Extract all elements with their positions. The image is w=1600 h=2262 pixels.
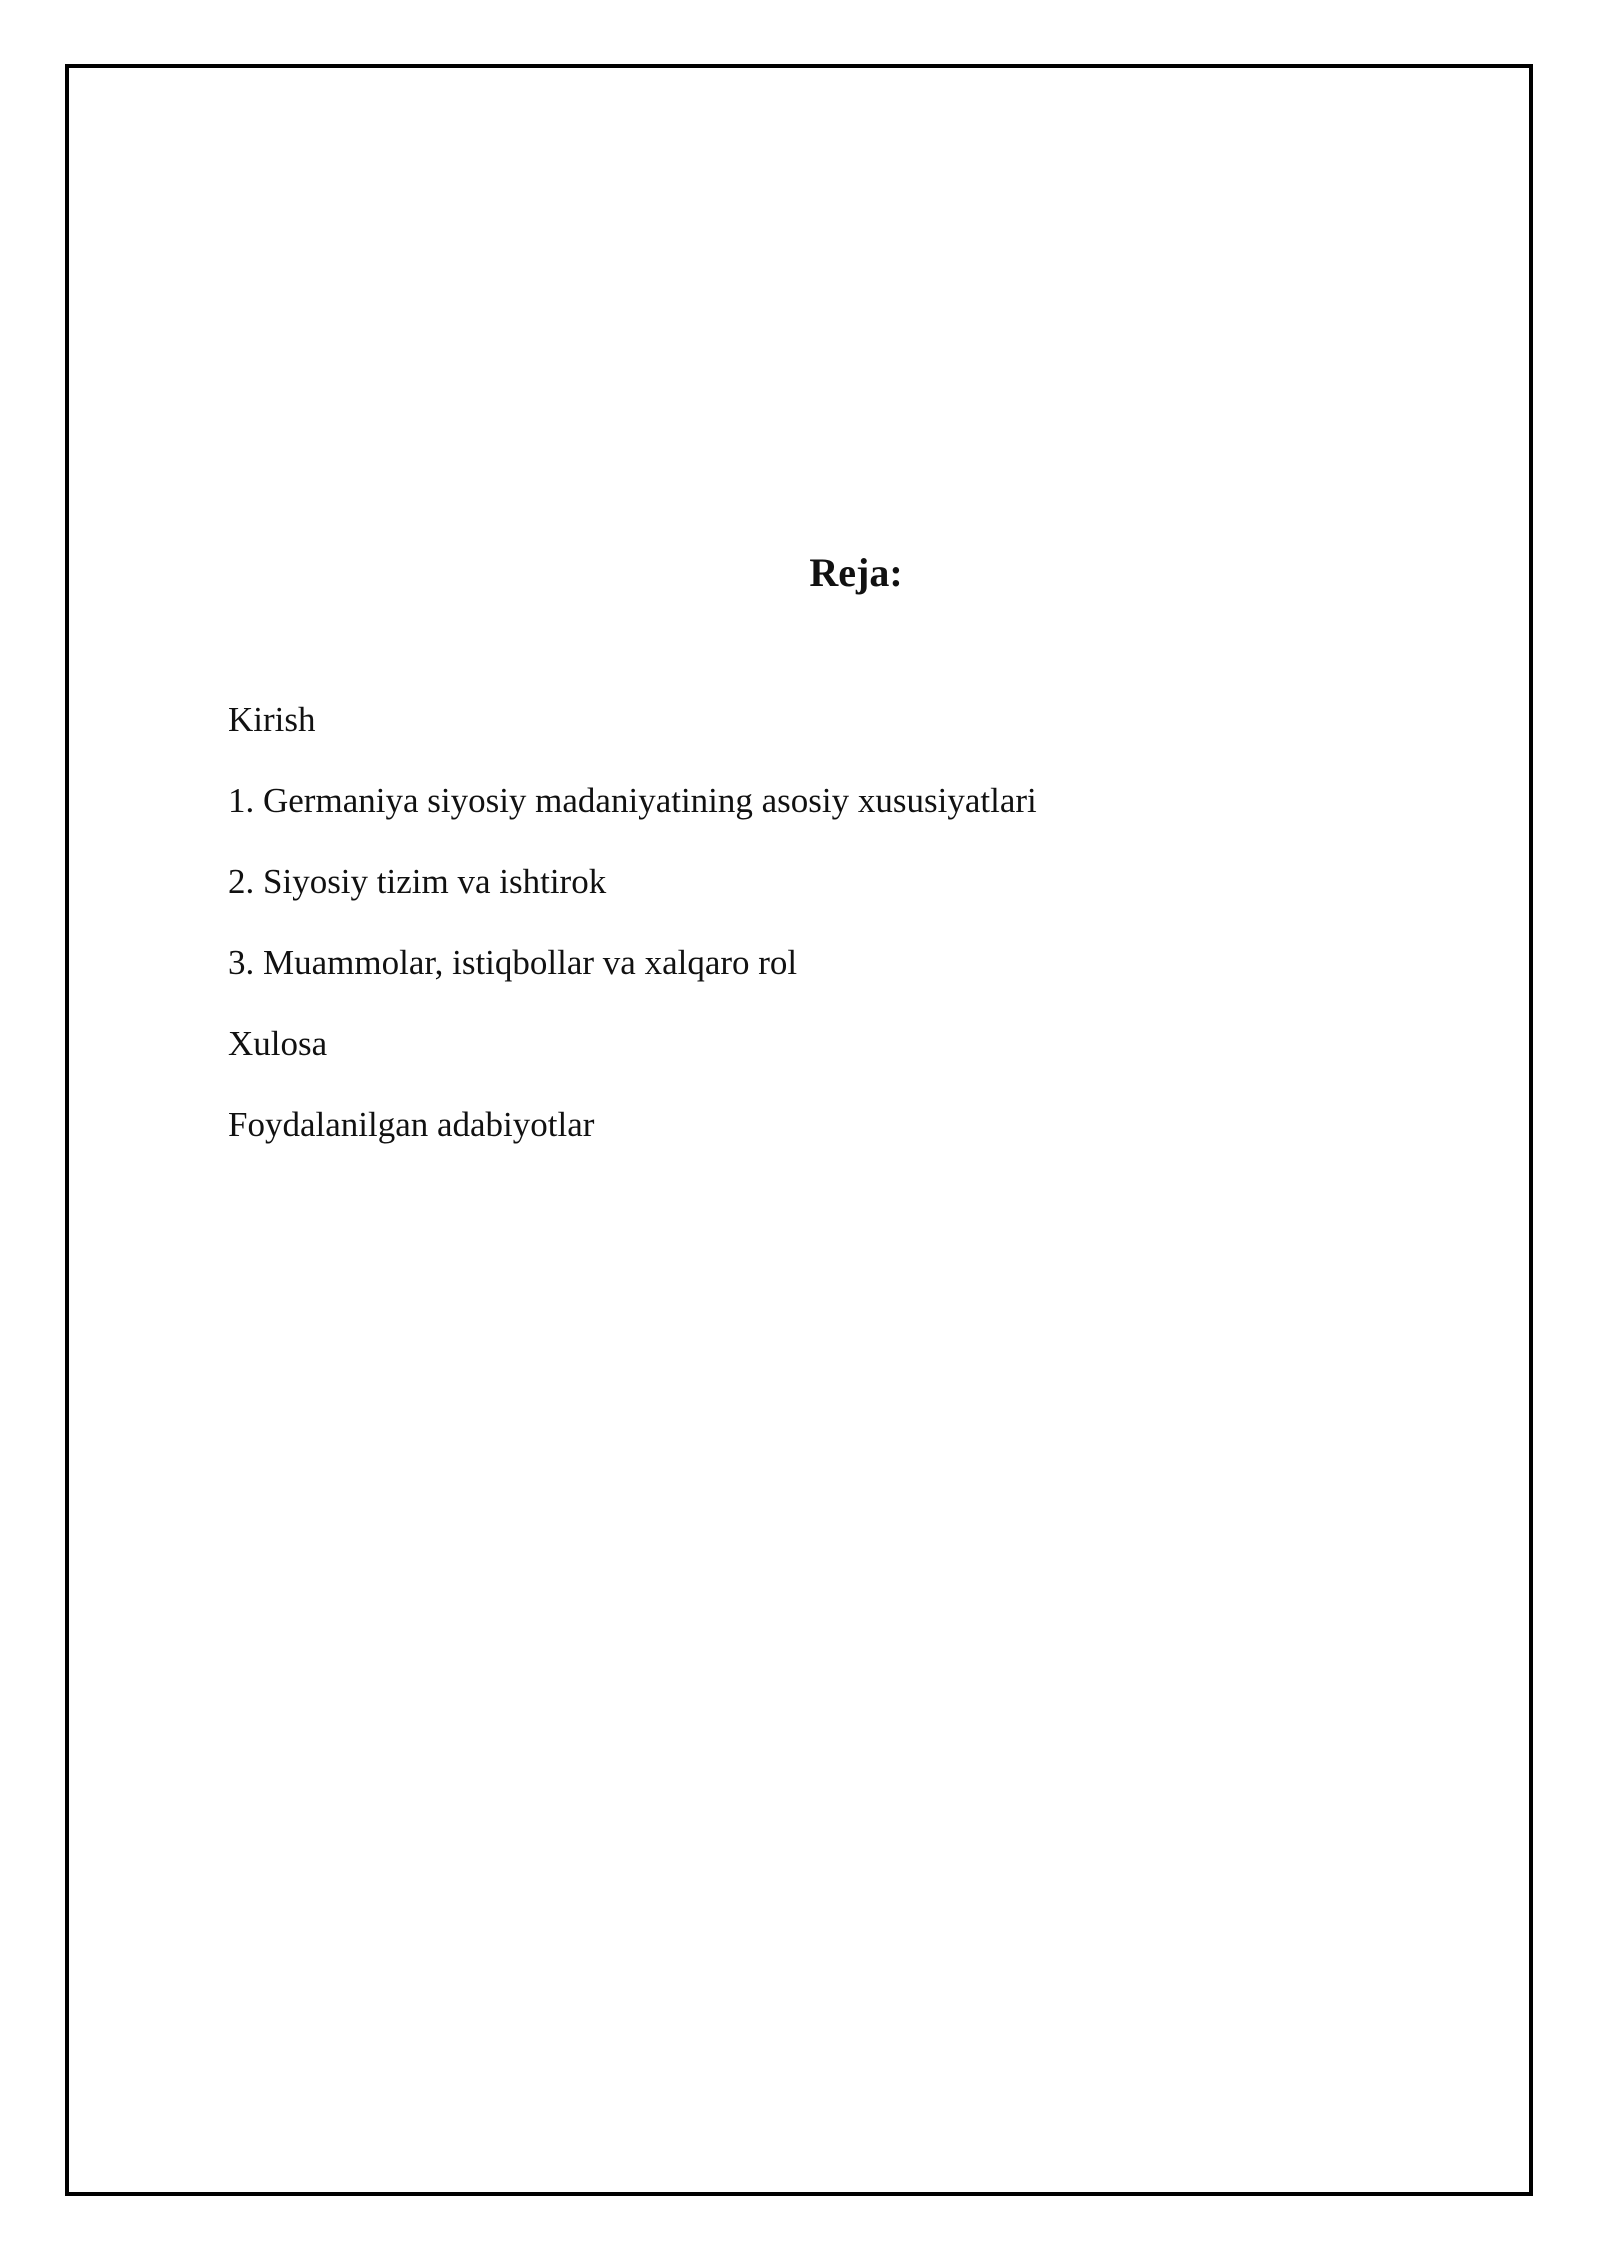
plan-item-introduction: Kirish — [228, 700, 316, 739]
plan-item-section-3: 3. Muammolar, istiqbollar va xalqaro rol — [228, 943, 798, 982]
plan-item-conclusion: Xulosa — [228, 1024, 328, 1063]
plan-item-section-2: 2. Siyosiy tizim va ishtirok — [228, 862, 607, 901]
plan-item-references: Foydalanilgan adabiyotlar — [228, 1105, 595, 1144]
plan-item-section-1: 1. Germaniya siyosiy madaniyatining asosiy xususiyatlari — [228, 781, 1037, 820]
plan-list — [228, 697, 1037, 1183]
plan-title: Reja: — [809, 550, 903, 595]
